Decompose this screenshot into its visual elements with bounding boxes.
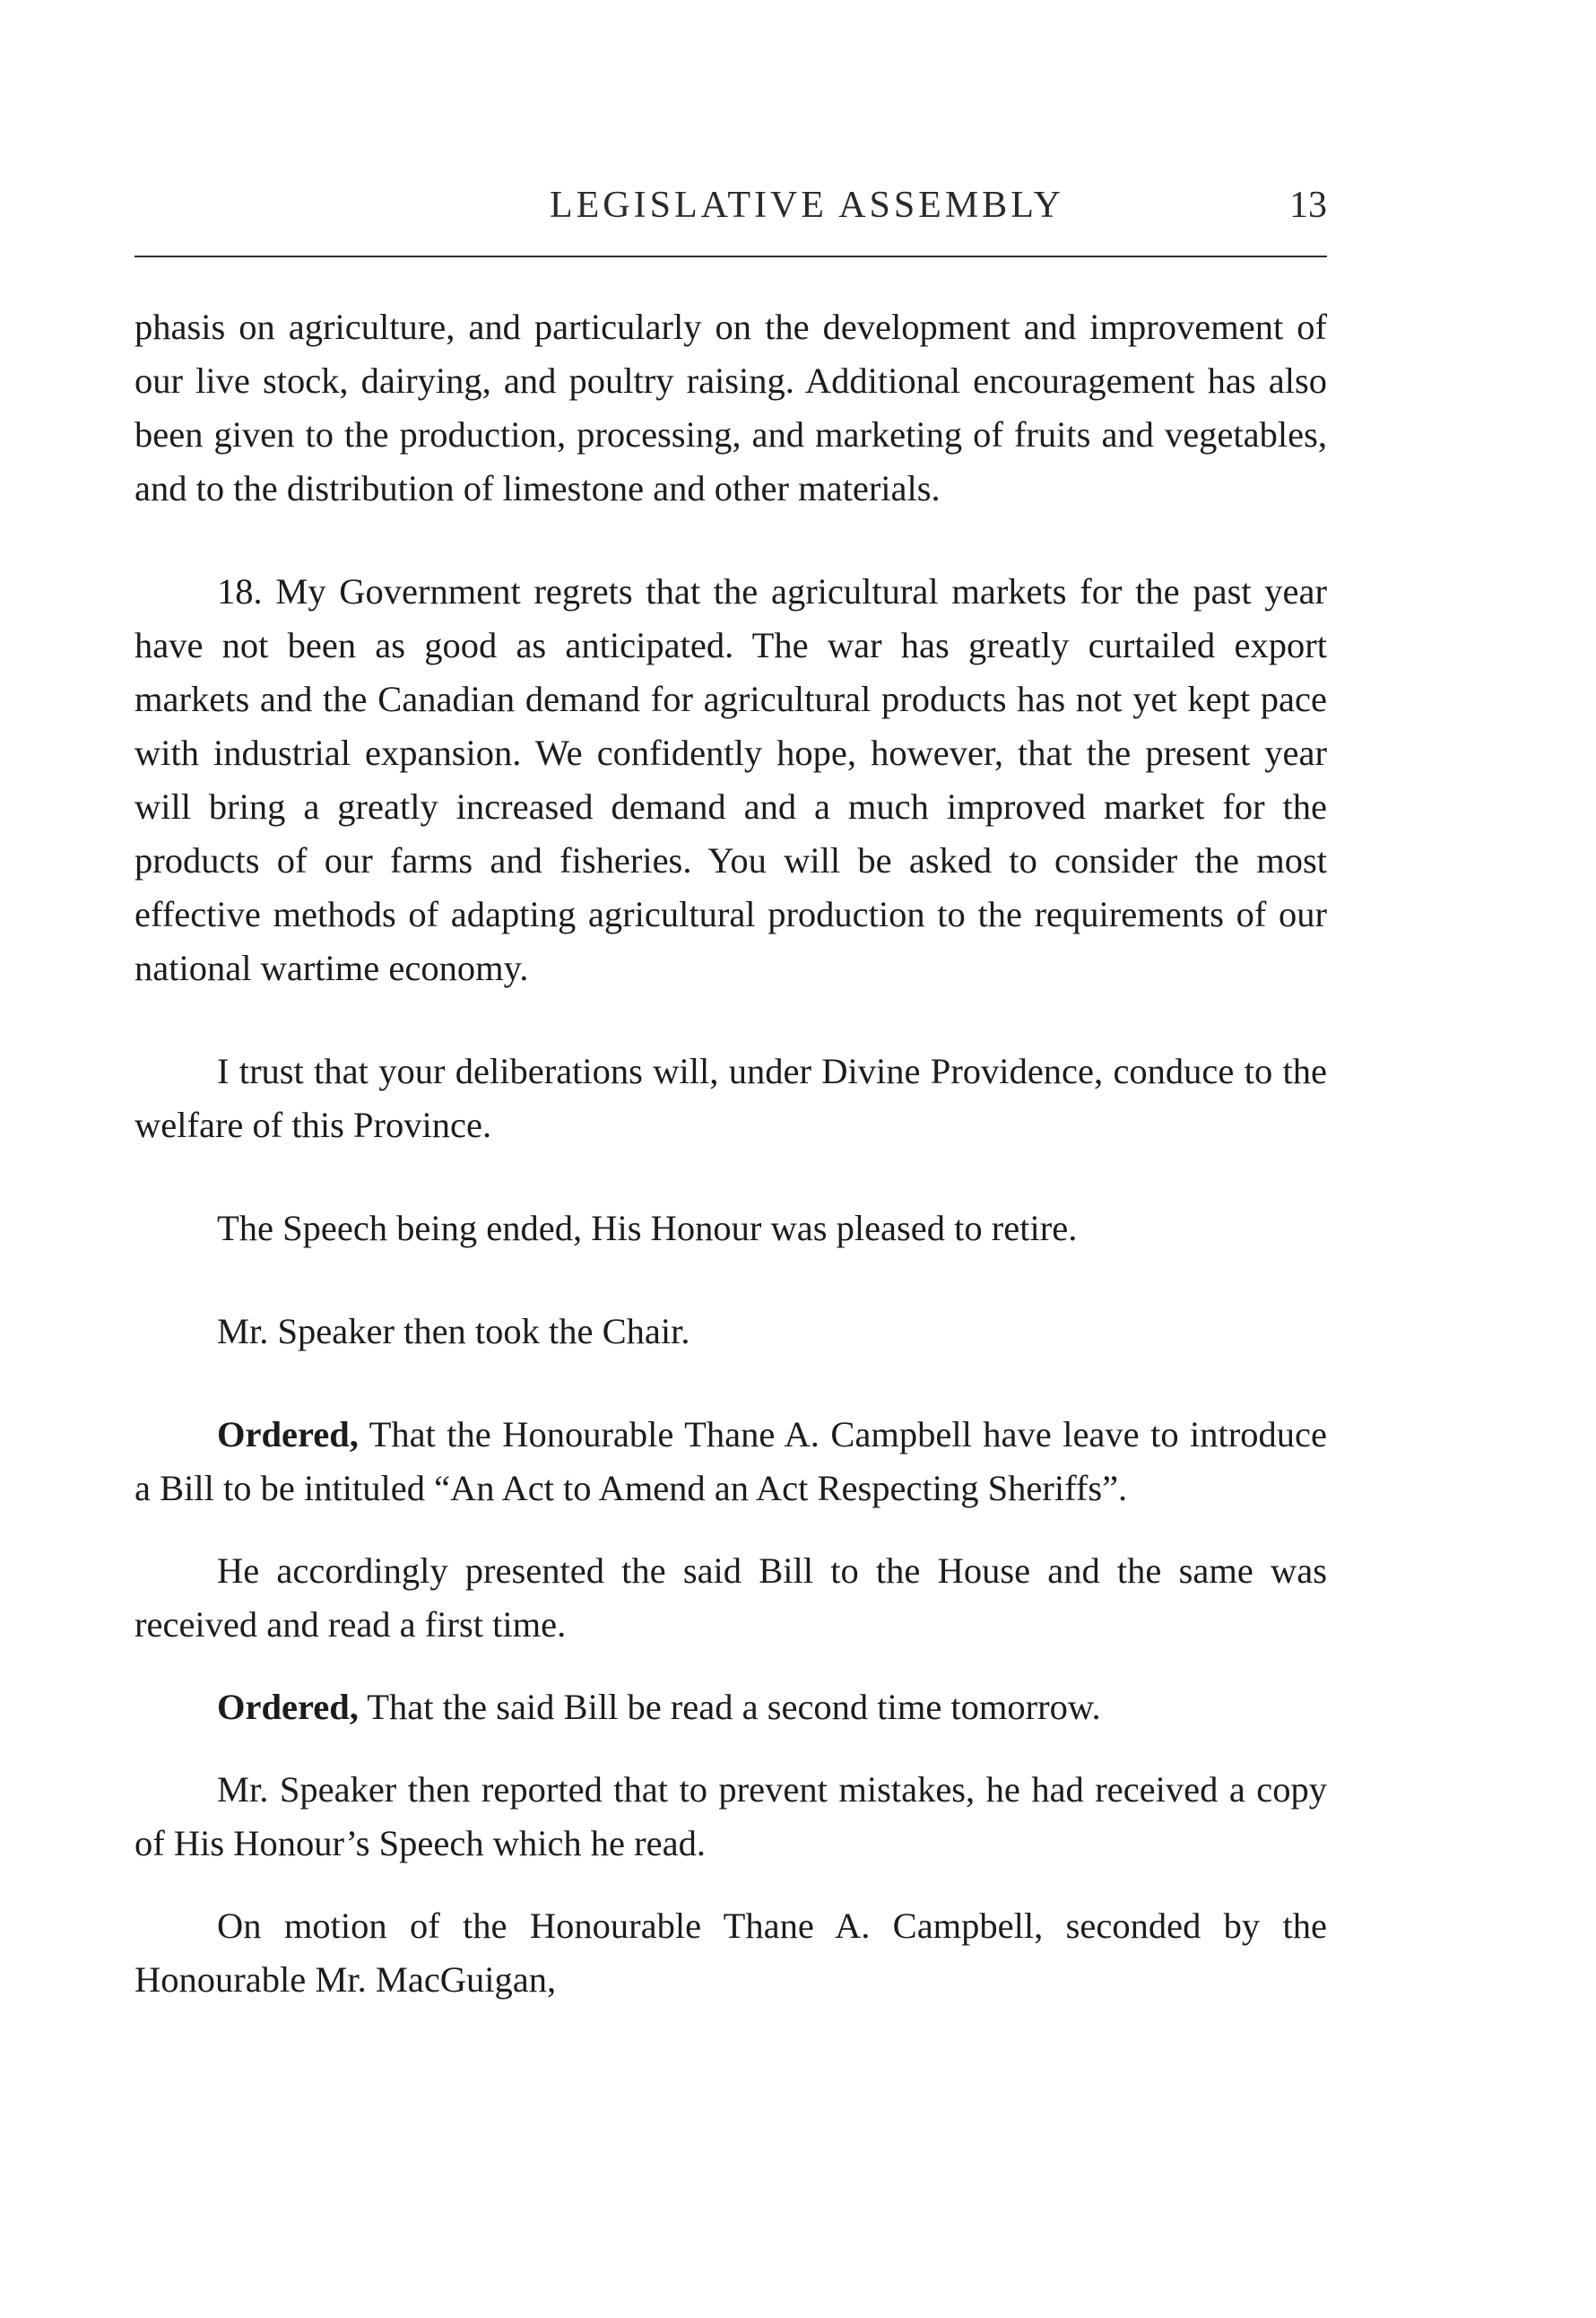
paragraph-18: 18. My Government regrets that the agricultural markets for the past year have not been as good as anticipated. The war has greatly curtailed export markets and the Canadian demand for agricultural products has not yet kept pace with industrial expansion. We confidently hope, however, that the present year will bring a greatly increased demand and a much improved market for the products of our farms and fisheries. You will be asked to consider the most effective methods of adapting agricultural production to the requirements of our national wartime economy.: [134, 571, 1327, 988]
page-number: 13: [1289, 185, 1327, 226]
paragraph-ordered-second-reading: [134, 1680, 1327, 1734]
body-text: [134, 300, 1327, 2007]
running-title: LEGISLATIVE ASSEMBLY: [550, 185, 1064, 226]
paragraph-ordered-bill: [134, 1408, 1327, 1515]
paragraph-speaker-chair: Mr. Speaker then took the Chair.: [217, 1311, 690, 1351]
paragraph-closing: I trust that your deliberations will, under Divine Providence, conduce to the welfare of this Province.: [134, 1051, 1327, 1145]
ordered-text: That the said Bill be read a second time tomorrow.: [358, 1687, 1101, 1727]
ordered-label: Ordered,: [217, 1687, 359, 1727]
paragraph-speech-ended: The Speech being ended, His Honour was pleased to retire.: [217, 1208, 1078, 1248]
ordered-text: That the Honourable Thane A. Campbell have leave to introduce a Bill to be intituled “An Act to Amend an Act Respecting Sheriffs”.: [134, 1414, 1327, 1508]
page-header: [134, 184, 1327, 247]
header-rule: [134, 256, 1327, 257]
paragraph-motion: On motion of the Honourable Thane A. Campbell, seconded by the Honourable Mr. MacGuigan,: [134, 1906, 1327, 2000]
paragraph-bill-presented: He accordingly presented the said Bill to the House and the same was received and read a first time.: [134, 1550, 1327, 1645]
ordered-label: Ordered,: [217, 1414, 359, 1454]
paragraph-speaker-reported: Mr. Speaker then reported that to prevent mistakes, he had received a copy of His Honour’s Speech which he read.: [134, 1769, 1327, 1863]
paragraph-continuation: phasis on agriculture, and particularly on the development and improvement of our live stock, dairying, and poultry raising. Additional encouragement has also been given to the production, processing, and marketing of fruits and vegetables, and to the distribution of limestone and other materials.: [134, 307, 1327, 508]
